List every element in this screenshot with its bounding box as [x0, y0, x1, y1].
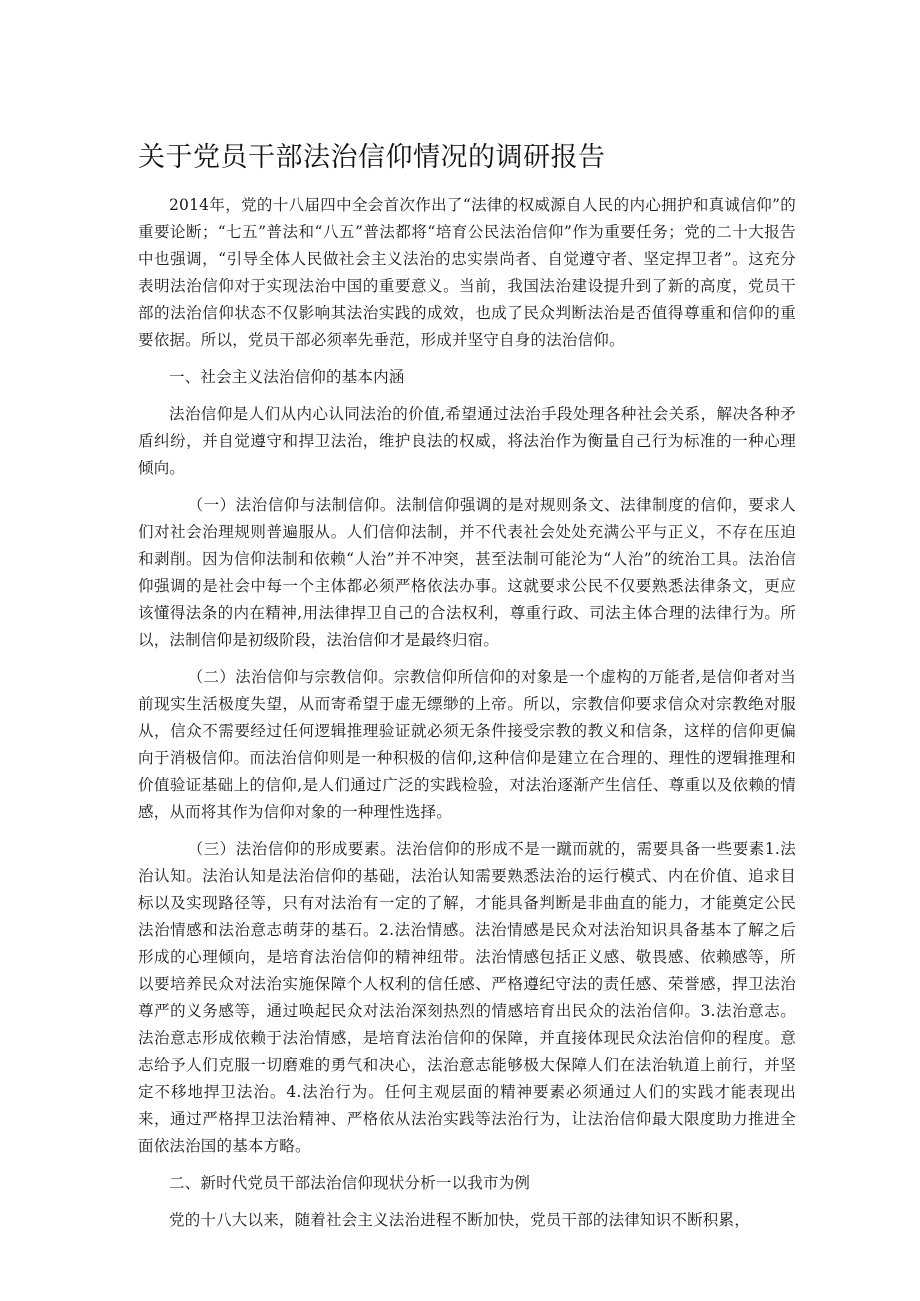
intro-paragraph: 2014年，党的十八届四中全会首次作出了“法律的权威源自人民的内心拥护和真诚信仰”的重要论断；“七五”普法和“八五”普法都将“培育公民法治信仰”作为重要任务；党的二十大报告中也强调，“引导全体人民做社会主义法治的忠实崇尚者、自觉遵守者、坚定捍卫者”。这充分表明法治信仰对于实现法治中国的重要意义。当前，我国法治建设提升到了新的高度，党员干部的法治信仰状态不仅影响其法治实践的成效，也成了民众判断法治是否值得尊重和信仰的重要依据。所以，党员干部必须率先垂范，形成并坚守自身的法治信仰。 — [138, 196, 796, 350]
document-title: 关于党员干部法治信仰情况的调研报告 — [138, 142, 606, 173]
section-1-intro-paragraph: 法治信仰是人们从内心认同法治的价值,希望通过法治手段处理各种社会关系，解决各种矛盾纠纷，并自觉遵守和捍卫法治，维护良法的权威，将法治作为衡量自己行为标准的一种心理倾向。 — [138, 405, 796, 478]
subsection-2-paragraph: （二）法治信仰与宗教信仰。宗教信仰所信仰的对象是一个虚构的万能者,是信仰者对当前现实生活极度失望，从而寄希望于虚无缥缈的上帝。所以，宗教信仰要求信众对宗教绝对服从，信众不需要经过任何逻辑推理验证就必须无条件接受宗教的教义和信条，这样的信仰更偏向于消极信仰。而法治信仰则是一种积极的信仰,这种信仰是建立在合理的、理性的逻辑推理和价值验证基础上的信仰,是人们通过广泛的实践检验，对法治逐渐产生信任、尊重以及依赖的情感，从而将其作为信仰对象的一种理性选择。 — [138, 668, 796, 822]
document-page — [138, 140, 796, 1244]
subsection-3-paragraph: （三）法治信仰的形成要素。法治信仰的形成不是一蹴而就的，需要具备一些要素1.法治认知。法治认知是法治信仰的基础，法治认知需要熟悉法治的运行模式、内在价值、追求目标以及实现路径等，只有对法治有一定的了解，才能具备判断是非曲直的能力，才能奠定公民法治情感和法治意志萌芽的基石。2.法治情感。法治情感是民众对法治知识具备基本了解之后形成的心理倾向，是培育法治信仰的精神纽带。法治情感包括正义感、敬畏感、依赖感等，所以要培养民众对法治实施保障个人权利的信任感、严格遵纪守法的责任感、荣誉感，捍卫法治尊严的义务感等，通过唤起民众对法治深刻热烈的情感培育出民众的法治信仰。3.法治意志。法治意志形成依赖于法治情感，是培育法治信仰的保障，并直接体现民众法治信仰的程度。意志给予人们克服一切磨难的勇气和决心，法治意志能够极大保障人们在法治轨道上前行，并坚定不移地捍卫法治。4.法治行为。任何主观层面的精神要素必须通过人们的实践才能表现出来，通过严格捍卫法治精神、严格依从法治实践等法治行为，让法治信仰最大限度助力推进全面依法治国的基本方略。 — [138, 840, 796, 1156]
section-1-heading: 一、社会主义法治信仰的基本内涵 — [169, 368, 405, 387]
section-2-intro-paragraph: 党的十八大以来，随着社会主义法治进程不断加快，党员干部的法律知识不断积累， — [169, 1211, 750, 1230]
section-2-heading: 二、新时代党员干部法治信仰现状分析一以我市为例 — [169, 1174, 531, 1193]
subsection-1-paragraph: （一）法治信仰与法制信仰。法制信仰强调的是对规则条文、法律制度的信仰，要求人们对社会治理规则普遍服从。人们信仰法制，并不代表社会处处充满公平与正义，不存在压迫和剥削。因为信仰法制和依赖“人治”并不冲突，甚至法制可能沦为“人治”的统治工具。法治信仰强调的是社会中每一个主体都必须严格依法办事。这就要求公民不仅要熟悉法律条文，更应该懂得法条的内在精神,用法律捍卫自己的合法权利，尊重行政、司法主体合理的法律行为。所以，法制信仰是初级阶段，法治信仰才是最终归宿。 — [138, 496, 796, 650]
